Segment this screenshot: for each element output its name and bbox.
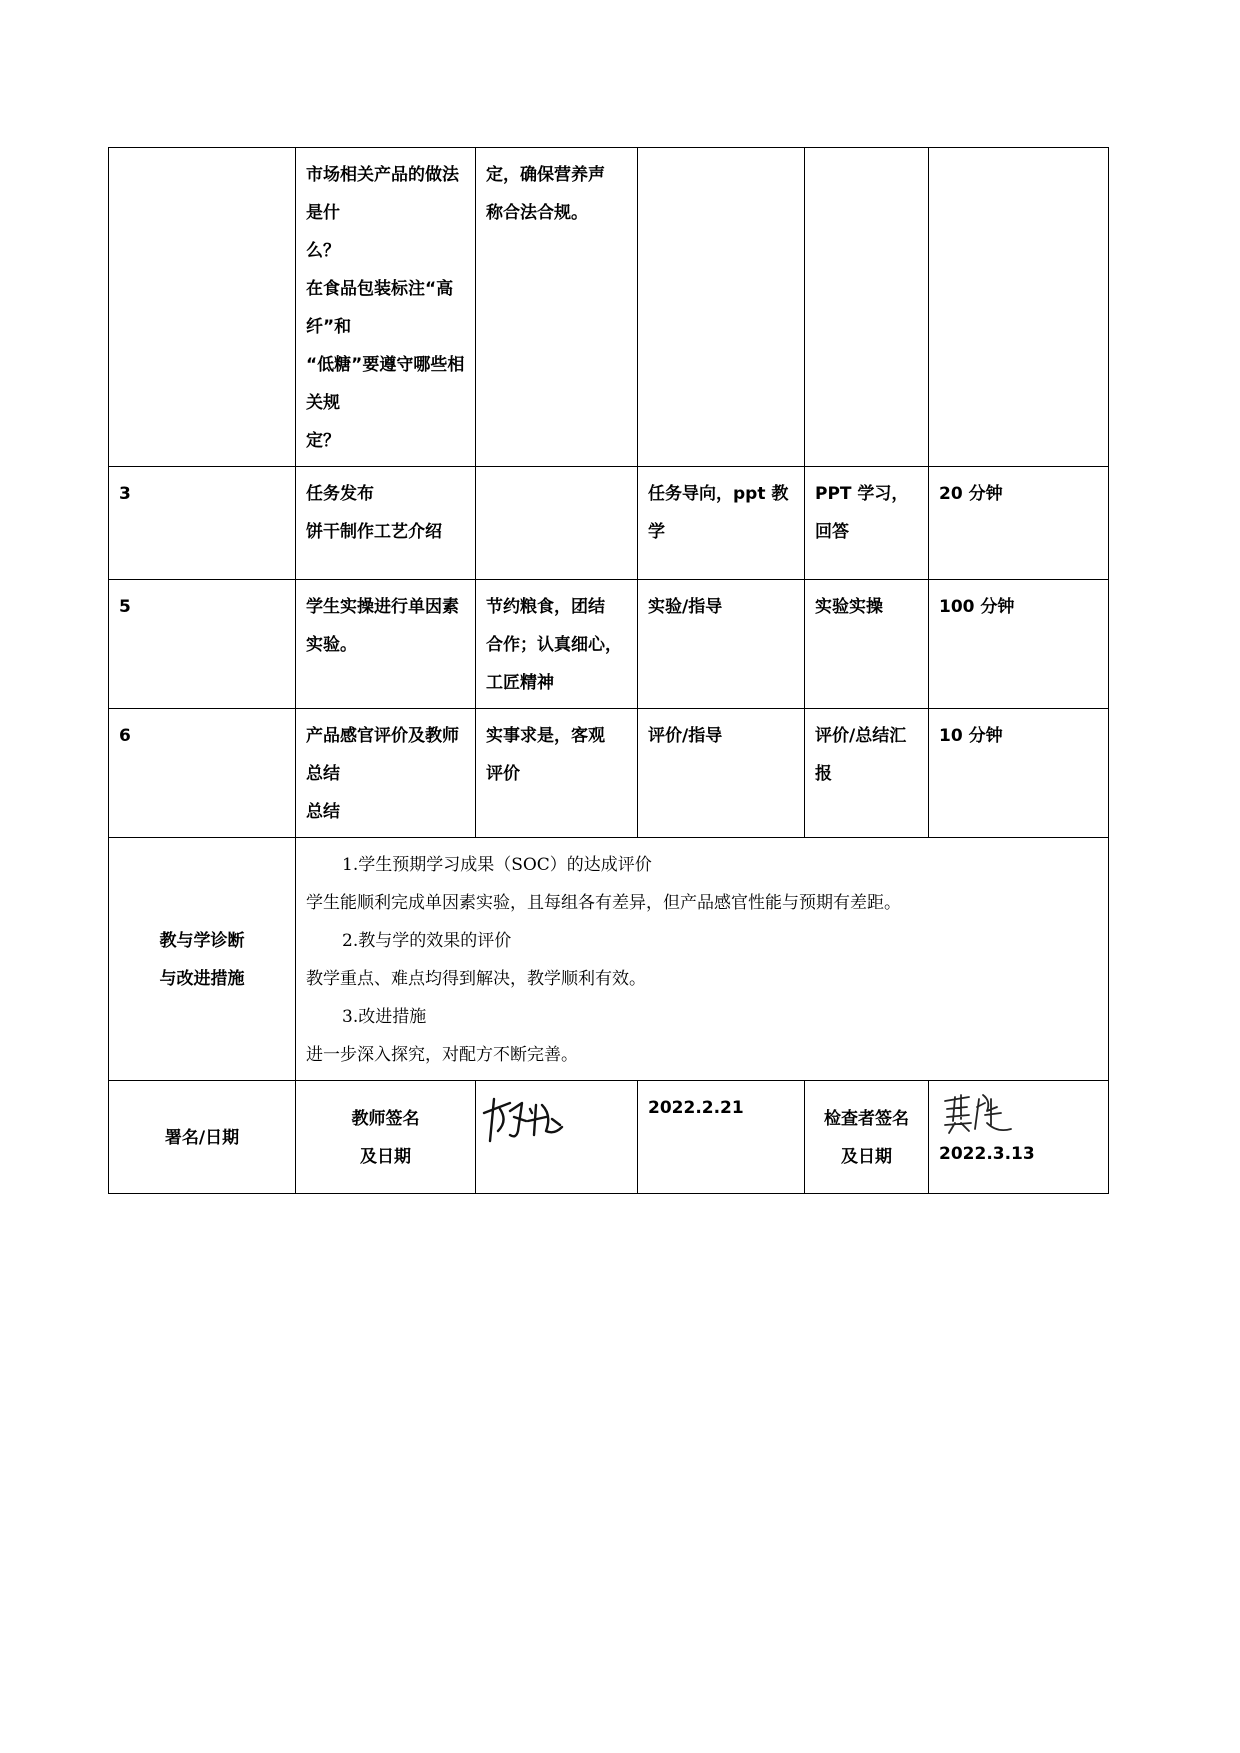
ideology-cell-line: 工匠精神 (486, 673, 554, 693)
step-number (109, 148, 296, 467)
teacher-activity-cell (638, 580, 805, 709)
time-cell: 100 分钟 (929, 580, 1109, 709)
teacher-activity-cell (638, 467, 805, 580)
improve-title: 3.改进措施 (342, 1007, 427, 1027)
time-cell: 20 分钟 (929, 467, 1109, 580)
ideology-cell-line: 节约粮食，团结 (486, 597, 605, 617)
teacher-signature (480, 1091, 570, 1151)
student-activity-cell (805, 709, 929, 838)
checker-signature (939, 1089, 1029, 1135)
content-cell-line: 任务发布 (306, 484, 374, 504)
content-cell-line: 么？ (306, 241, 340, 261)
content-cell (296, 148, 476, 467)
teacher-activity-cell (638, 148, 805, 467)
effect-title: 2.教与学的效果的评价 (342, 931, 512, 951)
signature-label: 署名/日期 (109, 1081, 296, 1194)
soc-text: 学生能顺利完成单因素实验，且每组各有差异，但产品感官性能与预期有差距。 (306, 893, 901, 913)
content-cell-line: “低糖”要遵守哪些相关规 (306, 355, 465, 413)
content-cell-line: 定？ (306, 431, 340, 451)
teacher-activity-cell-line: 任务导向，ppt 教 (648, 484, 789, 504)
checker-sign-label (805, 1081, 929, 1194)
ideology-cell-line: 定，确保营养声 (486, 165, 605, 185)
effect-text: 教学重点、难点均得到解决，教学顺利有效。 (306, 969, 646, 989)
teacher-sign-label-line1: 教师签名 (351, 1109, 420, 1129)
student-activity-cell-line: 实验实操 (815, 597, 883, 617)
table-row (109, 709, 1109, 838)
improve-text: 进一步深入探究，对配方不断完善。 (306, 1045, 578, 1065)
step-number: 3 (109, 467, 296, 580)
checker-sign-label-line2: 及日期 (841, 1147, 892, 1167)
student-activity-cell-line: PPT 学习，回答 (815, 484, 909, 542)
teacher-activity-cell-line: 评价/指导 (648, 726, 723, 746)
teacher-activity-cell-line: 实验/指导 (648, 597, 723, 617)
evaluation-label (109, 838, 296, 1081)
soc-title: 1.学生预期学习成果（SOC）的达成评价 (342, 855, 652, 875)
table-row (109, 580, 1109, 709)
content-cell-line: 学生实操进行单因素实验。 (306, 597, 459, 655)
content-cell (296, 580, 476, 709)
evaluation-row (109, 838, 1109, 1081)
table-row (109, 148, 1109, 467)
lesson-plan-table (108, 147, 1109, 1194)
teacher-activity-cell (638, 709, 805, 838)
time-cell: 10 分钟 (929, 709, 1109, 838)
checker-sign-label-line1: 检查者签名 (824, 1109, 909, 1129)
ideology-cell-line: 称合法合规。 (486, 203, 588, 223)
checker-date: 2022.3.13 (939, 1144, 1035, 1164)
teacher-sign-label (296, 1081, 476, 1194)
content-cell-line: 市场相关产品的做法是什 (306, 165, 459, 223)
ideology-cell-line: 评价 (486, 764, 520, 784)
evaluation-content (296, 838, 1109, 1081)
evaluation-label-line1: 教与学诊断 (159, 931, 245, 951)
evaluation-label-line2: 与改进措施 (159, 969, 245, 989)
content-cell-line: 产品感官评价及教师总结 (306, 726, 459, 784)
step-number: 5 (109, 580, 296, 709)
student-activity-cell (805, 467, 929, 580)
content-cell-line: 总结 (306, 802, 340, 822)
teacher-sign-label-line2: 及日期 (360, 1147, 411, 1167)
time-cell (929, 148, 1109, 467)
ideology-cell-line: 合作；认真细心， (486, 635, 622, 655)
content-cell (296, 467, 476, 580)
ideology-cell-line: 实事求是，客观 (486, 726, 605, 746)
signature-row (109, 1081, 1109, 1194)
teacher-signature-cell (476, 1081, 638, 1194)
teacher-activity-cell-line: 学 (648, 522, 665, 542)
ideology-cell (476, 709, 638, 838)
ideology-cell (476, 580, 638, 709)
checker-cell (929, 1081, 1109, 1194)
content-cell-line: 饼干制作工艺介绍 (306, 522, 442, 542)
table-row (109, 467, 1109, 580)
student-activity-cell (805, 580, 929, 709)
content-cell-line: 在食品包装标注“高纤”和 (306, 279, 454, 337)
student-activity-cell (805, 148, 929, 467)
student-activity-cell-line: 评价/总结汇报 (815, 726, 907, 784)
teacher-date: 2022.2.21 (638, 1081, 805, 1194)
step-number: 6 (109, 709, 296, 838)
ideology-cell (476, 148, 638, 467)
content-cell (296, 709, 476, 838)
ideology-cell (476, 467, 638, 580)
